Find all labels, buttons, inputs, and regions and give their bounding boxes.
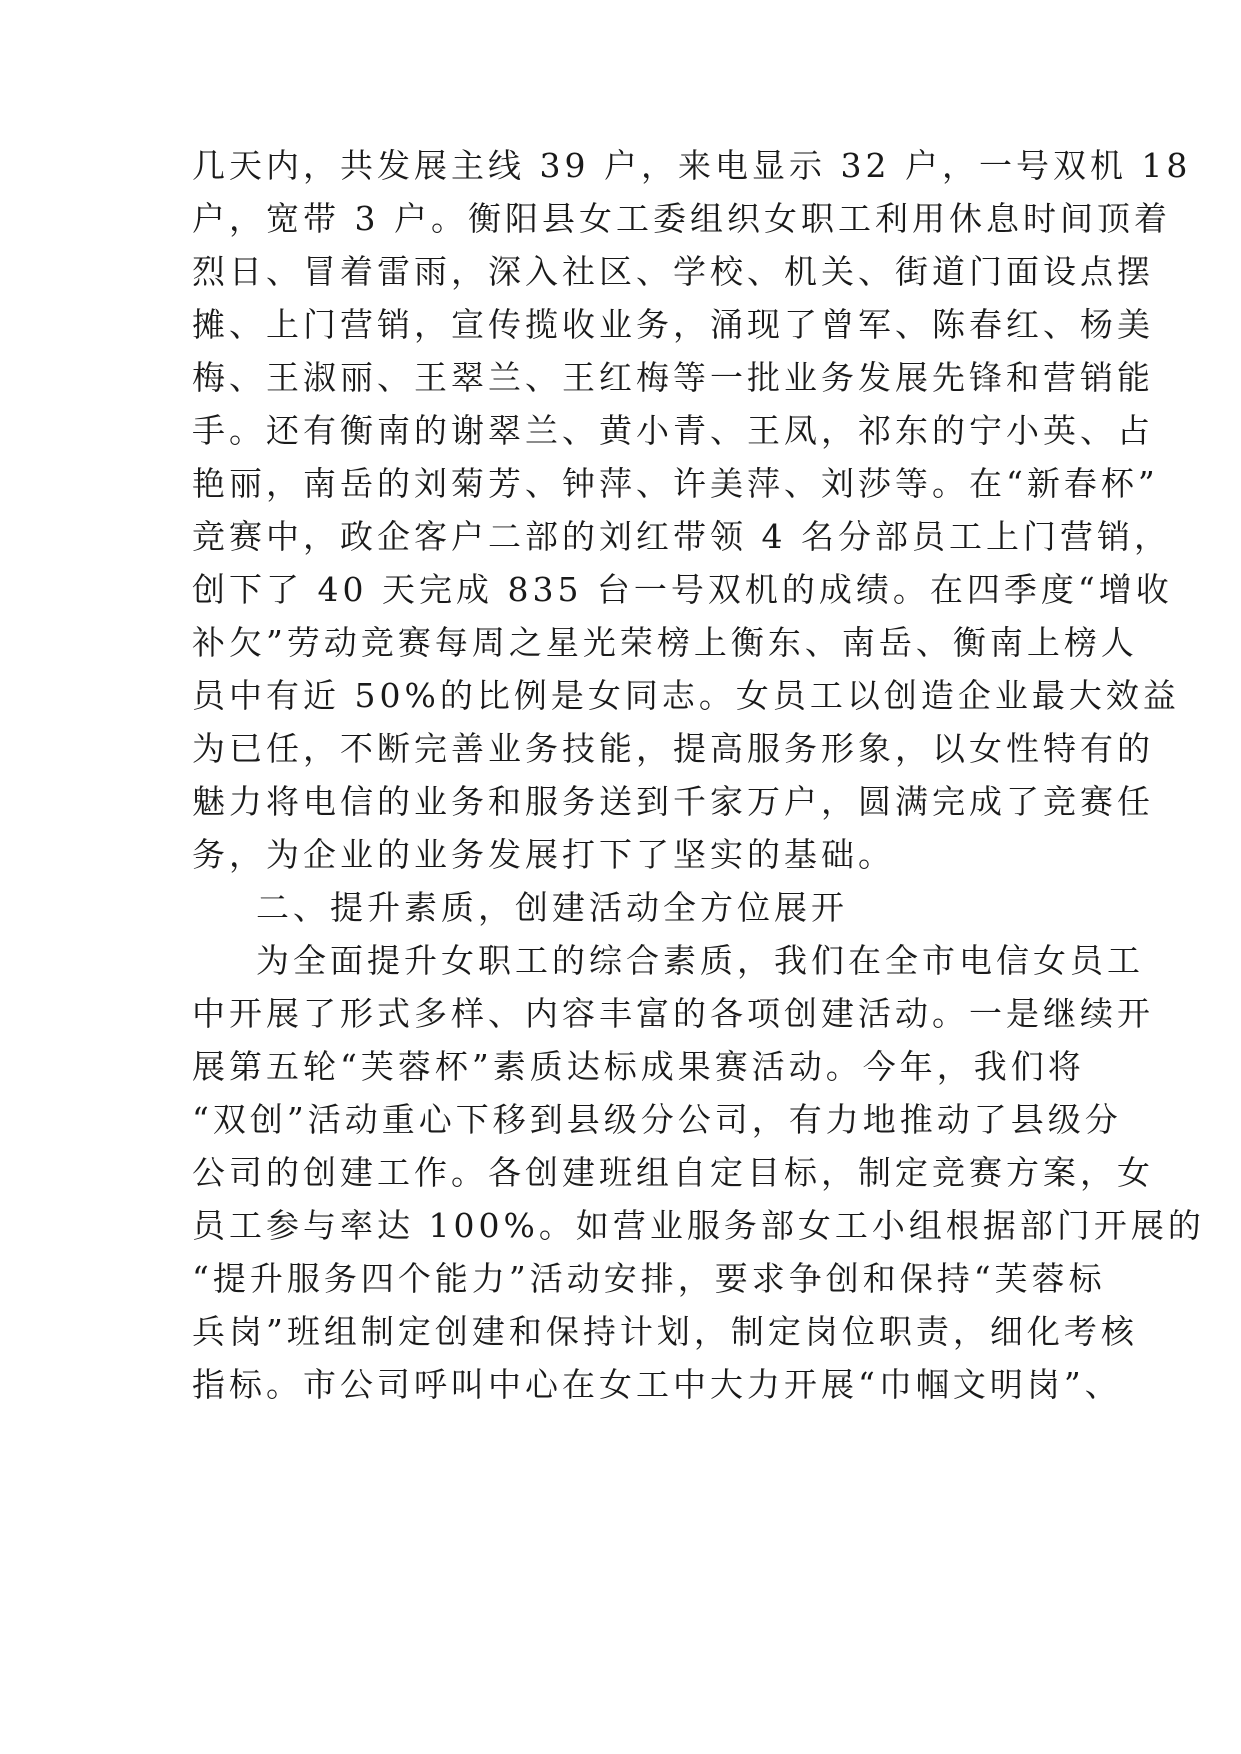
- text-line: “提升服务四个能力”活动安排，要求争创和保持“芙蓉标: [192, 1259, 1106, 1298]
- text-line: 魅力将电信的业务和服务送到千家万户，圆满完成了竞赛任: [192, 782, 1154, 821]
- text-line: 指标。市公司呼叫中心在女工中大力开展“巾帼文明岗”、: [192, 1365, 1122, 1404]
- text-line: 务，为企业的业务发展打下了坚实的基础。: [192, 835, 895, 874]
- text-line: 兵岗”班组制定创建和保持计划，制定岗位职责，细化考核: [192, 1312, 1138, 1351]
- text-line: 烈日、冒着雷雨，深入社区、学校、机关、街道门面设点摆: [192, 252, 1154, 291]
- text-line: 员工参与率达 100%。如营业服务部女工小组根据部门开展的: [192, 1206, 1205, 1245]
- text-line: “双创”活动重心下移到县级分公司，有力地推动了县级分: [192, 1100, 1122, 1139]
- section-heading: 二、提升素质，创建活动全方位展开: [256, 888, 848, 927]
- text-line: 员中有近 50%的比例是女同志。女员工以创造企业最大效益: [192, 676, 1180, 715]
- text-line: 竞赛中，政企客户二部的刘红带领 4 名分部员工上门营销，: [192, 517, 1171, 556]
- text-line: 中开展了形式多样、内容丰富的各项创建活动。一是继续开: [192, 994, 1154, 1033]
- text-line: 艳丽，南岳的刘菊芳、钟萍、许美萍、刘莎等。在“新春杯”: [192, 464, 1159, 503]
- text-line: 户，宽带 3 户。衡阳县女工委组织女职工利用休息时间顶着: [192, 199, 1171, 238]
- text-line: 创下了 40 天完成 835 台一号双机的成绩。在四季度“增收: [192, 570, 1173, 609]
- text-line: 为已任，不断完善业务技能，提高服务形象，以女性特有的: [192, 729, 1154, 768]
- text-line: 补欠”劳动竞赛每周之星光荣榜上衡东、南岳、衡南上榜人: [192, 623, 1138, 662]
- text-line: 几天内，共发展主线 39 户，来电显示 32 户，一号双机 18: [192, 146, 1192, 185]
- text-line: 手。还有衡南的谢翠兰、黄小青、王凤，祁东的宁小英、占: [192, 411, 1154, 450]
- text-line: 摊、上门营销，宣传揽收业务，涌现了曾军、陈春红、杨美: [192, 305, 1154, 344]
- text-line: 为全面提升女职工的综合素质，我们在全市电信女员工: [256, 941, 1144, 980]
- text-line: 梅、王淑丽、王翠兰、王红梅等一批业务发展先锋和营销能: [192, 358, 1154, 397]
- text-line: 展第五轮“芙蓉杯”素质达标成果赛活动。今年，我们将: [192, 1047, 1085, 1086]
- text-line: 公司的创建工作。各创建班组自定目标，制定竞赛方案，女: [192, 1153, 1154, 1192]
